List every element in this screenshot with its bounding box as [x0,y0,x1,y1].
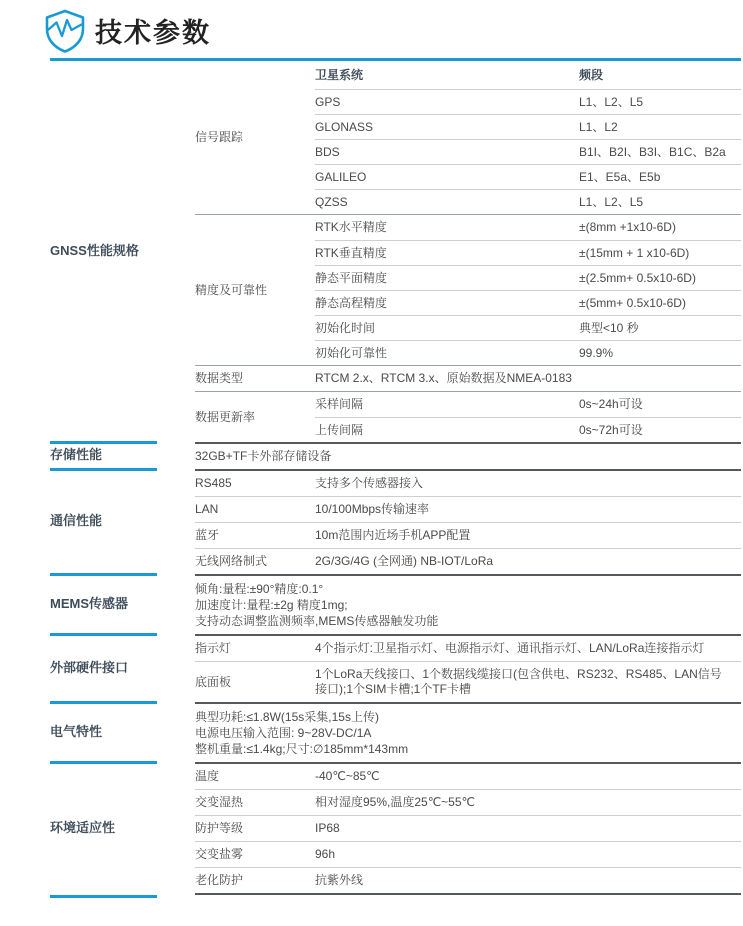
table-row-glonass [315,114,741,139]
band-value: B1I、B2I、B3I、B1C、B2a [579,144,726,159]
band-value: L1、L2、L5 [579,94,644,109]
table-row-sample-interval [315,392,741,417]
spec-value: 10/100Mbps传输速率 [315,502,430,516]
table-row-damp-heat [195,789,741,815]
spec-value: 1个LoRa天线接口、1个数据线缆接口(包含供电、RS232、RS485、LAN信号接口);1个SIM卡槽;1个TF卡槽 [315,667,722,696]
group-update-rate [195,391,741,442]
spec-value: ±(5mm+ 0.5x10-6D) [579,295,686,310]
spec-value: 支持多个传感器接入 [315,476,424,490]
group-signal-tracking [195,61,741,214]
group-label-data-type: 数据类型 [195,371,244,385]
mems-description [195,576,741,634]
spec-value: 99.9% [579,345,614,360]
spec-name: 交变盐雾 [195,847,244,861]
band-value: E1、E5a、E5b [579,169,661,184]
electrical-line: 电源电压输入范围: 9~28V-DC/1A [195,726,372,740]
spec-name: 静态高程精度 [315,295,388,310]
page-title: 技术参数 [95,18,211,48]
section-label-communication: 通信性能 [50,469,195,574]
spec-value: 96h [315,847,336,861]
spec-value: 2G/3G/4G (全网通) NB-IOT/LoRa [315,554,494,568]
section-communication [50,469,741,574]
electrical-description [195,704,741,762]
spec-value: 4个指示灯:卫星指示灯、电源指示灯、通讯指示灯、LAN/LoRa连接指示灯 [315,641,705,655]
section-label-gnss: GNSS性能规格 [50,243,139,259]
spec-value: 0s~24h可设 [579,397,643,411]
satellite-system: QZSS [315,194,348,209]
group-label-precision: 精度及可靠性 [195,282,268,297]
spec-table [50,58,741,895]
section-label-electrical: 电气特性 [50,702,195,762]
table-row-protection-level [195,815,741,841]
col-header-band: 频段 [579,67,604,82]
section-gnss [50,61,741,442]
spec-value: 相对湿度95%,温度25℃~55℃ [315,795,476,809]
section-environment [50,762,741,895]
section-mems [50,574,741,634]
col-header-satellite-system: 卫星系统 [315,67,364,82]
table-row-static-plane [315,265,741,290]
table-row-galileo [315,164,741,189]
spec-name: LAN [195,502,219,516]
spec-name: 老化防护 [195,873,244,887]
spec-value: 10m范围内近场手机APP配置 [315,528,471,542]
data-type-value: RTCM 2.x、RTCM 3.x、原始数据及NMEA-0183 [315,371,572,385]
spec-value: ±(8mm +1x10-6D) [579,220,676,234]
table-row-init-time [315,315,741,340]
spec-value: -40℃~85℃ [315,769,380,783]
spec-value: 0s~72h可设 [579,422,643,437]
spec-name: 指示灯 [195,641,232,655]
electrical-line: 整机重量:≤1.4kg;尺寸:∅185mm*143mm [195,742,409,756]
band-value: L1、L2、L5 [579,194,644,209]
satellite-header-row [315,61,741,89]
spec-name: RS485 [195,476,232,490]
table-row-qzss [315,189,741,214]
shield-pulse-icon [42,8,88,54]
electrical-line: 典型功耗:≤1.8W(15s采集,15s上传) [195,710,379,724]
spec-name: 交变湿热 [195,795,244,809]
page-header [0,0,743,52]
spec-name: 蓝牙 [195,528,220,542]
spec-name: 无线网络制式 [195,554,268,568]
spec-name: 初始化可靠性 [315,345,388,360]
mems-line: 支持动态调整监测频率,MEMS传感器触发功能 [195,614,439,628]
satellite-system: GALILEO [315,169,367,184]
table-row-upload-interval [315,417,741,442]
table-row-bottom-panel [195,661,741,702]
table-row-rtk-horizontal [315,215,741,240]
mems-line: 加速度计:量程:±2g 精度1mg; [195,598,348,612]
table-row-aging-protection [195,867,741,893]
spec-name: 底面板 [195,674,232,689]
spec-value: 抗紫外线 [315,873,364,887]
table-row-rs485 [195,471,741,496]
section-label-storage: 存储性能 [50,442,195,469]
table-row-indicator-lights [195,636,741,661]
section-body-gnss [195,61,741,442]
section-electrical [50,702,741,762]
spec-name: 初始化时间 [315,320,376,335]
spec-value: ±(2.5mm+ 0.5x10-6D) [579,270,696,285]
spec-name: 采样间隔 [315,397,364,411]
table-row-wireless [195,548,741,574]
section-storage [50,442,741,469]
spec-value: ±(15mm + 1 x10-6D) [579,245,690,260]
spec-name: 防护等级 [195,821,244,835]
spec-name: 温度 [195,769,220,783]
band-value: L1、L2 [579,119,618,134]
spec-value: IP68 [315,821,340,835]
table-row-init-reliability [315,340,741,365]
table-row-static-elevation [315,290,741,315]
section-label-mems: MEMS传感器 [50,574,195,634]
table-row-bds [315,139,741,164]
spec-value: 典型<10 秒 [579,320,639,335]
section-label-environment: 环境适应性 [50,762,195,895]
storage-value: 32GB+TF卡外部存储设备 [195,449,332,463]
group-label-signal-tracking: 信号跟踪 [195,130,244,144]
mems-line: 倾角:量程:±90°精度:0.1° [195,582,324,596]
table-row-gps [315,89,741,114]
table-row-temperature [195,764,741,789]
table-row-rtk-vertical [315,240,741,265]
spec-name: RTK垂直精度 [315,245,387,260]
satellite-system: BDS [315,144,340,159]
group-data-type [195,365,741,391]
table-row-salt-spray [195,841,741,867]
section-label-hardware: 外部硬件接口 [50,634,195,702]
spec-name: 静态平面精度 [315,270,388,285]
group-label-update-rate: 数据更新率 [195,409,256,424]
spec-name: RTK水平精度 [315,220,387,234]
spec-name: 上传间隔 [315,422,364,437]
satellite-system: GPS [315,94,341,109]
table-row-lan [195,496,741,522]
section-hardware [50,634,741,702]
satellite-system: GLONASS [315,119,374,134]
group-precision [195,214,741,365]
table-row-bluetooth [195,522,741,548]
